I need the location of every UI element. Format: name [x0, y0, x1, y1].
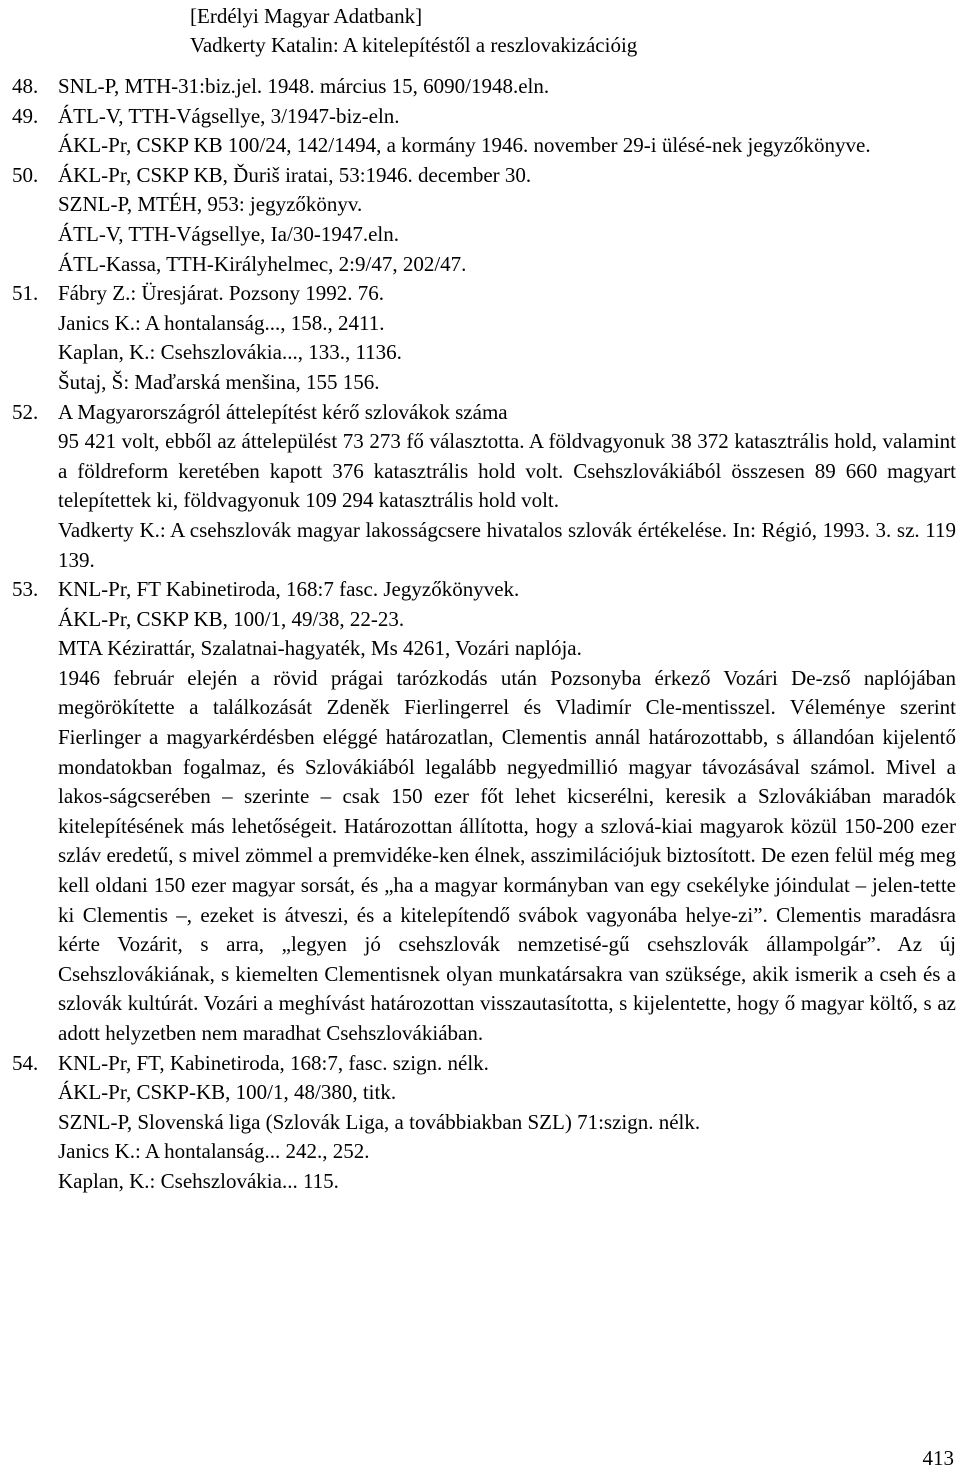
footnote-51	[12, 279, 956, 397]
footnote-line: MTA Kézirattár, Szalatnai-hagyaték, Ms 4261, Vozári naplója.	[58, 636, 582, 661]
footnote-50	[12, 161, 956, 279]
footnotes-list	[12, 72, 956, 1197]
footnote-49	[12, 102, 956, 161]
page-header	[0, 0, 960, 60]
footnote-48	[12, 72, 956, 102]
footnote-line: Fábry Z.: Üresjárat. Pozsony 1992. 76.	[58, 281, 385, 306]
footnote-number: 49.	[12, 103, 39, 128]
footnote-line: ÁTL-V, TTH-Vágsellye, Ia/30-1947.eln.	[58, 221, 399, 246]
footnote-line: Janics K.: A hontalanság... 242., 252.	[58, 1139, 370, 1164]
footnote-paragraph: Vadkerty K.: A csehszlovák magyar lakosságcsere hivatalos szlovák értékelése. In: Régió, 1993. 3. sz. 119 139.	[58, 517, 956, 572]
footnote-line: KNL-Pr, FT Kabinetiroda, 168:7 fasc. Jegyzőkönyvek.	[58, 577, 520, 602]
footnote-line: ÁKL-Pr, CSKP KB, Ďuriš iratai, 53:1946. december 30.	[58, 162, 532, 187]
footnote-line: SZNL-P, MTÉH, 953: jegyzőkönyv.	[58, 192, 363, 217]
footnote-paragraph: 1946 február elején a rövid prágai tarózkodás után Pozsonyba érkező Vozári De-zső naplójában megörökítette a találkozását Zdeněk Fierlingerrel és Vladimír Cle-mentisszel. Véleménye szerint Fierlinger a magyarkérdésben eléggé határozatlan, Clementis annál határozottabb, s állandóan kijelentő mondatokban fogalmaz, és Szlovákiából legalább negyedmillió magyar távozásával számol. Mivel a lakos-ságcserében – szerinte – csak 150 ezer főt lehet kicserélni, keresik a Szlovákiában maradók kitelepítésének más lehetőségeit. Határozottan állította, hogy a szlová-kiai magyarok közül 150-200 ezer szláv eredetű, s mivel zömmel a premvidéke-ken élnek, asszimilációjuk biztosított. De ezen felül még meg kell oldani 150 ezer magyar sorsát, és „ha a magyar kormányban van egy csekélyke jóindulat – jelen-tette ki Clementis –, ezeket is átveszi, és a kitelepítendő svábok vagyonába helye-zi”. Clementis maradásra kérte Vozárit, s arra, „legyen jó csehszlovák nemzetisé-gű csehszlovák állampolgár”. Az új Csehszlovákiának, s kiemelten Clementisnek olyan munkatársakra van szüksége, akik ismerik a cseh és a szlovák kultúrát. Vozári a meghívást határozottan visszautasította, s kijelentette, hogy ő magyar költő, s az adott helyzetben nem maradhat Csehszlovákiában.	[58, 665, 956, 1045]
footnote-line: SZNL-P, Slovenská liga (Szlovák Liga, a továbbiakban SZL) 71:szign. nélk.	[58, 1109, 701, 1134]
footnote-line: ÁKL-Pr, CSKP KB, 100/1, 49/38, 22-23.	[58, 606, 405, 631]
footnote-53	[12, 575, 956, 1049]
footnote-line: Šutaj, Š: Maďarská menšina, 155 156.	[58, 369, 380, 394]
footnote-line: ÁTL-V, TTH-Vágsellye, 3/1947-biz-eln.	[58, 103, 400, 128]
footnote-52	[12, 398, 956, 576]
footnote-line: KNL-Pr, FT, Kabinetiroda, 168:7, fasc. szign. nélk.	[58, 1050, 489, 1075]
footnote-number: 52.	[12, 399, 39, 424]
footnote-line: A Magyarországról áttelepítést kérő szlovákok száma	[58, 399, 508, 424]
footnote-line: SNL-P, MTH-31:biz.jel. 1948. március 15, 6090/1948.eln.	[58, 74, 550, 98]
footnote-line: ÁTL-Kassa, TTH-Királyhelmec, 2:9/47, 202/47.	[58, 251, 467, 276]
footnote-line: Kaplan, K.: Csehszlovákia... 115.	[58, 1168, 339, 1193]
footnote-line: Janics K.: A hontalanság..., 158., 2411.	[58, 310, 385, 335]
footnote-number: 53.	[12, 577, 39, 602]
footnote-paragraph: ÁKL-Pr, CSKP KB 100/24, 142/1494, a kormány 1946. november 29-i ülésé-nek jegyzőkönyve.	[58, 133, 871, 158]
header-site-title: [Erdélyi Magyar Adatbank]	[190, 4, 423, 28]
footnote-line: ÁKL-Pr, CSKP-KB, 100/1, 48/380, titk.	[58, 1080, 397, 1105]
footnote-number: 50.	[12, 162, 39, 187]
footnote-number: 54.	[12, 1050, 39, 1075]
footnote-number: 48.	[12, 74, 39, 98]
footnote-line: Kaplan, K.: Csehszlovákia..., 133., 1136.	[58, 340, 402, 365]
footnote-number: 51.	[12, 281, 39, 306]
header-book-title: Vadkerty Katalin: A kitelepítéstől a reszlovakizációig	[190, 33, 638, 57]
page-number: 413	[922, 1446, 954, 1470]
footnote-54	[12, 1049, 956, 1197]
footnote-paragraph: 95 421 volt, ebből az áttelepülést 73 273 fő választotta. A földvagyonuk 38 372 katasztrális hold, valamint a földreform keretében kapott 376 katasztrális hold volt. Csehszlovákiából összesen 89 660 magyart telepítettek ki, földvagyonuk 109 294 katasztrális hold volt.	[58, 429, 956, 513]
